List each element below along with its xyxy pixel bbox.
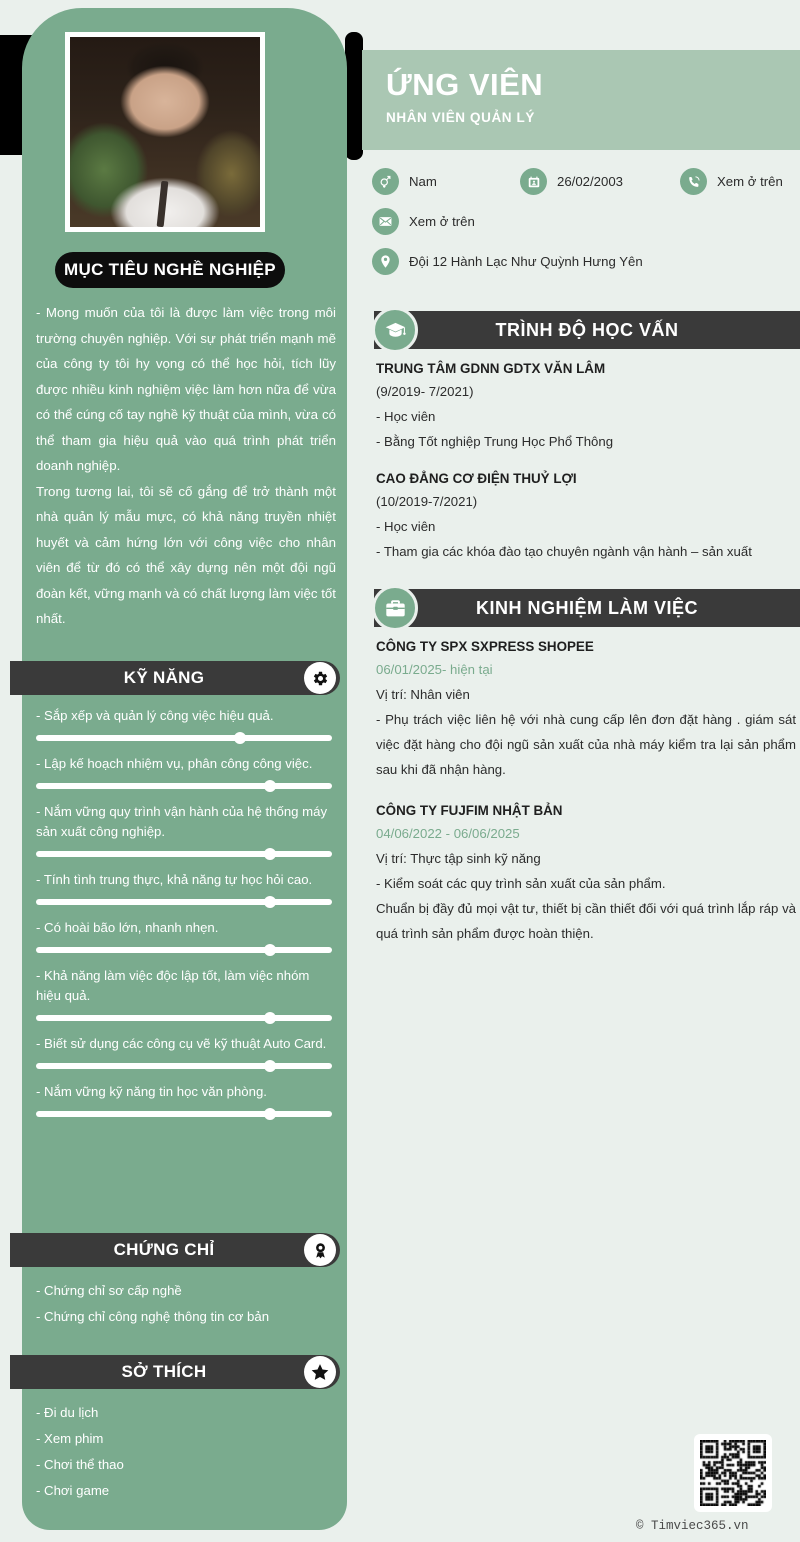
avatar: [65, 32, 265, 232]
name-banner: [362, 50, 800, 150]
contact-gender: [372, 168, 520, 195]
skill-item: [36, 1082, 332, 1117]
skill-item: [36, 870, 332, 905]
objective-paragraph: - Mong muốn của tôi là được làm việc trong môi trường chuyên nghiệp. Với sự phát triển mạnh mẽ của công ty tôi hy vọng có thể học hỏi, tích lũy được nhiều kinh nghiệm việc làm hơn nữa để vừa có thể cúng cố tay nghề kỹ thuật của mình, vừa có thể tham gia hiệu quả vào quá trình phát triển doanh nghiệp.: [36, 305, 336, 473]
skills-section-header: [10, 661, 340, 695]
skill-slider-knob[interactable]: [234, 732, 246, 744]
education-body: [376, 358, 796, 578]
skill-label: - Lập kế hoạch nhiệm vụ, phân công công việc.: [36, 756, 313, 771]
experience-date: 04/06/2022 - 06/06/2025: [376, 826, 520, 841]
objective-title: MỤC TIÊU NGHỀ NGHIỆP: [55, 252, 285, 288]
experience-body: [376, 636, 796, 960]
skill-slider[interactable]: [36, 947, 332, 953]
calendar-icon: [520, 168, 547, 195]
certificates-section-title: CHỨNG CHỈ: [113, 1240, 215, 1259]
education-org: TRUNG TÂM GDNN GDTX VĂN LÂM: [376, 361, 606, 376]
phone-icon: [680, 168, 707, 195]
education-section-header: [374, 311, 800, 349]
list-item: - Chứng chỉ công nghệ thông tin cơ bản: [36, 1309, 270, 1324]
experience-section-title: KINH NGHIỆM LÀM VIỆC: [475, 597, 698, 618]
skill-slider[interactable]: [36, 1063, 332, 1069]
list-item: - Chơi game: [36, 1483, 110, 1498]
education-detail: - Tham gia các khóa đào tạo chuyên ngành vận hành – sản xuất: [376, 544, 752, 559]
experience-entry: [376, 636, 796, 782]
experience-date: 06/01/2025- hiện tại: [376, 662, 493, 677]
education-date: (9/2019- 7/2021): [376, 384, 474, 399]
contact-row: [372, 168, 792, 195]
skill-slider[interactable]: [36, 899, 332, 905]
experience-position: Vị trí: Nhân viên: [376, 687, 470, 702]
skill-label: - Nắm vững quy trình vận hành của hệ thống máy sản xuất công nghiệp.: [36, 804, 328, 839]
skill-item: [36, 802, 332, 857]
skill-label: - Nắm vững kỹ năng tin học văn phòng.: [36, 1084, 267, 1099]
qr-code: [694, 1434, 772, 1512]
skill-slider-knob[interactable]: [264, 896, 276, 908]
skill-slider-knob[interactable]: [264, 944, 276, 956]
skill-slider[interactable]: [36, 735, 332, 741]
education-entry: [376, 468, 796, 564]
experience-org: CÔNG TY FUJFIM NHẬT BẢN: [376, 803, 563, 818]
skill-slider-knob[interactable]: [264, 848, 276, 860]
gender-icon: [372, 168, 399, 195]
decorative-black-bar-middle: [345, 32, 363, 160]
skill-label: - Khả năng làm việc độc lập tốt, làm việc nhóm hiệu quả.: [36, 968, 310, 1003]
copyright: © Timviec365.vn: [636, 1519, 749, 1533]
skill-slider[interactable]: [36, 1015, 332, 1021]
list-item: - Chơi thể thao: [36, 1457, 124, 1472]
contact-row: [372, 248, 792, 275]
email-value: Xem ở trên: [409, 214, 475, 229]
birthday-value: 26/02/2003: [557, 174, 624, 189]
hobbies-list: [36, 1400, 332, 1504]
education-org: CAO ĐẲNG CƠ ĐIỆN THUỶ LỢI: [376, 471, 577, 486]
skill-slider-knob[interactable]: [264, 1012, 276, 1024]
certificates-section-header: [10, 1233, 340, 1267]
education-entry: [376, 358, 796, 454]
education-date: (10/2019-7/2021): [376, 494, 478, 509]
education-detail: - Bằng Tốt nghiệp Trung Học Phổ Thông: [376, 434, 614, 449]
experience-detail: Chuẩn bị đầy đủ mọi vật tư, thiết bị cần thiết đối với quá trình lắp ráp và quá trình sản phẩm được hoàn thiện.: [376, 901, 796, 941]
contact-row: [372, 208, 792, 235]
skill-label: - Sắp xếp và quản lý công việc hiệu quả.: [36, 708, 274, 723]
page-title: ỨNG VIÊN: [386, 67, 544, 102]
skill-slider-knob[interactable]: [264, 780, 276, 792]
experience-detail: - Phụ trách việc liên hệ với nhà cung cấp lên đơn đặt hàng . giám sát việc đặt hàng cho đội ngũ sản xuất của nhà máy kiểm tra lại sản phẩm sau khi đã nhận hàng.: [376, 712, 796, 777]
certificates-list: [36, 1278, 332, 1330]
skill-label: - Có hoài bão lớn, nhanh nhẹn.: [36, 920, 219, 935]
gear-icon: [304, 662, 336, 694]
job-role: NHÂN VIÊN QUẢN LÝ: [386, 110, 535, 125]
graduation-cap-icon: [372, 307, 418, 353]
experience-entry: [376, 800, 796, 946]
experience-section-header: [374, 589, 800, 627]
skills-section-title: KỸ NĂNG: [123, 668, 205, 687]
star-icon: [304, 1356, 336, 1388]
list-item: - Xem phim: [36, 1431, 104, 1446]
skill-slider[interactable]: [36, 851, 332, 857]
skill-slider[interactable]: [36, 1111, 332, 1117]
skill-slider-knob[interactable]: [264, 1060, 276, 1072]
gender-value: Nam: [409, 174, 437, 189]
skill-label: - Tính tình trung thực, khả năng tự học hỏi cao.: [36, 872, 313, 887]
skills-list: [36, 706, 332, 1130]
experience-org: CÔNG TY SPX SXPRESS SHOPEE: [376, 639, 594, 654]
skill-item: [36, 966, 332, 1021]
briefcase-icon: [372, 585, 418, 631]
education-section-title: TRÌNH ĐỘ HỌC VẤN: [495, 319, 679, 340]
award-medal-icon: [304, 1234, 336, 1266]
objective-paragraph: Trong tương lai, tôi sẽ cố gắng để trở thành một nhà quản lý mẫu mực, có khả năng truyền nhiệt huyết và cảm hứng lớn với công việc cho nhân viên để từ đó có thể xây dựng nên một đội ngũ đoàn kết, vững mạnh và có chất lượng làm việc tốt nhất.: [36, 483, 336, 626]
hobbies-section-header: [10, 1355, 340, 1389]
education-detail: - Học viên: [376, 409, 436, 424]
skill-item: [36, 754, 332, 789]
skill-slider-knob[interactable]: [264, 1108, 276, 1120]
skill-slider[interactable]: [36, 783, 332, 789]
skill-item: [36, 918, 332, 953]
contact-phone: [680, 168, 783, 195]
hobbies-section-title: SỞ THÍCH: [121, 1362, 207, 1381]
envelope-icon: [372, 208, 399, 235]
list-item: - Đi du lịch: [36, 1405, 99, 1420]
contact-info: [372, 168, 792, 288]
objective-text: [36, 300, 336, 632]
address-value: Đội 12 Hành Lạc Như Quỳnh Hưng Yên: [409, 254, 643, 269]
location-pin-icon: [372, 248, 399, 275]
list-item: - Chứng chỉ sơ cấp nghề: [36, 1283, 182, 1298]
contact-birthday: [520, 168, 680, 195]
contact-address: [372, 248, 643, 275]
skill-label: - Biết sử dụng các công cụ vẽ kỹ thuật Auto Card.: [36, 1036, 327, 1051]
skill-item: [36, 706, 332, 741]
experience-position: Vị trí: Thực tập sinh kỹ năng: [376, 851, 541, 866]
contact-email: [372, 208, 475, 235]
education-detail: - Học viên: [376, 519, 436, 534]
avatar-photo: [70, 37, 260, 227]
skill-item: [36, 1034, 332, 1069]
experience-detail: - Kiểm soát các quy trình sản xuất của sản phẩm.: [376, 876, 666, 891]
phone-value: Xem ở trên: [717, 174, 783, 189]
